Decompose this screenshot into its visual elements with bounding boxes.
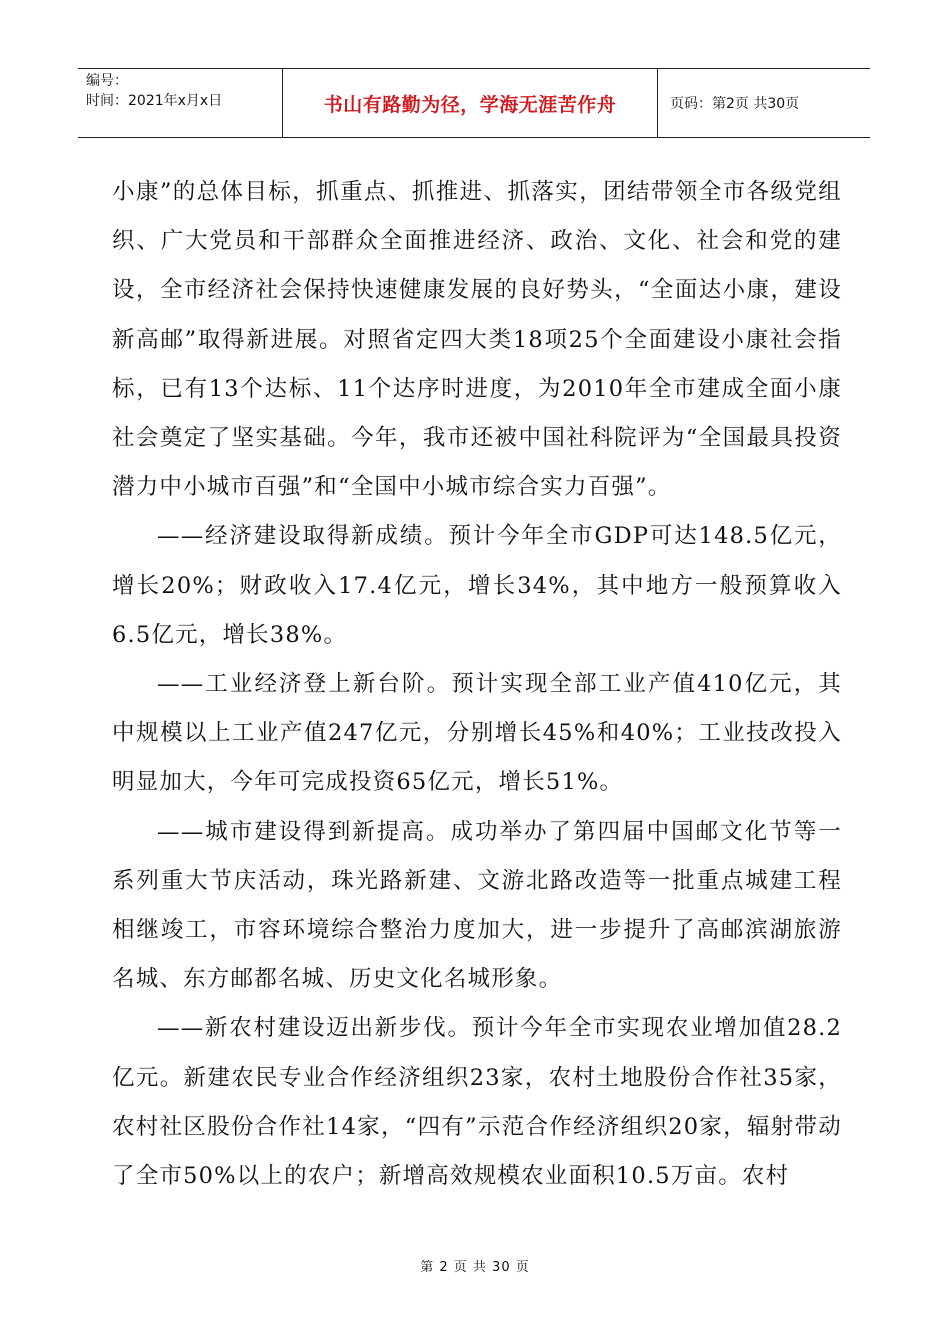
paragraph-city: ——城市建设得到新提高。成功举办了第四届中国邮文化节等一系列重大节庆活动，珠光路新建、文游北路改造等一批重点城建工程相继竣工，市容环境综合整治力度加大，进一步提升了高邮滨湖旅游名城、东方邮都名城、历史文化名城形象。 — [112, 818, 842, 993]
document-body — [112, 168, 842, 1201]
document-header — [78, 68, 870, 138]
paragraph-economy: ——经济建设取得新成绩。预计今年全市GDP可达148.5亿元，增长20%；财政收入17.4亿元，增长34%，其中地方一般预算收入6.5亿元，增长38%。 — [112, 523, 842, 648]
header-meta — [78, 69, 283, 137]
paragraph-continuation: 小康”的总体目标，抓重点、抓推进、抓落实，团结带领全市各级党组织、广大党员和干部群众全面推进经济、政治、文化、社会和党的建设，全市经济社会保持快速健康发展的良好势头，“全面达小康，建设新高邮”取得新进展。对照省定四大类18项25个全面建设小康社会指标，已有13个达标、11个达序时进度，为2010年全市建成全面小康社会奠定了坚实基础。今年，我市还被中国社科院评为“全国最具投资潜力中小城市百强”和“全国中小城市综合实力百强”。 — [112, 179, 842, 501]
time-label: 时间：2021年x月x日 — [86, 93, 223, 109]
page-footer: 第 2 页 共 30 页 — [420, 1260, 530, 1275]
paragraph-industry: ——工业经济登上新台阶。预计实现全部工业产值410亿元，其中规模以上工业产值247亿元，分别增长45%和40%；工业技改投入明显加大，今年可完成投资65亿元，增长51%。 — [112, 671, 842, 796]
motto-text: 书山有路勤为径，学海无涯苦作舟 — [323, 93, 617, 116]
serial-number-label: 编号： — [86, 73, 128, 89]
page-number-label: 页码：第2页 共30页 — [670, 96, 800, 112]
header-motto — [283, 69, 658, 137]
header-page-info — [658, 69, 870, 137]
paragraph-rural: ——新农村建设迈出新步伐。预计今年全市实现农业增加值28.2亿元。新建农民专业合作经济组织23家，农村土地股份合作社35家，农村社区股份合作社14家，“四有”示范合作经济组织20家，辐射带动了全市50%以上的农户；新增高效规模农业面积10.5万亩。农村 — [112, 1015, 842, 1190]
